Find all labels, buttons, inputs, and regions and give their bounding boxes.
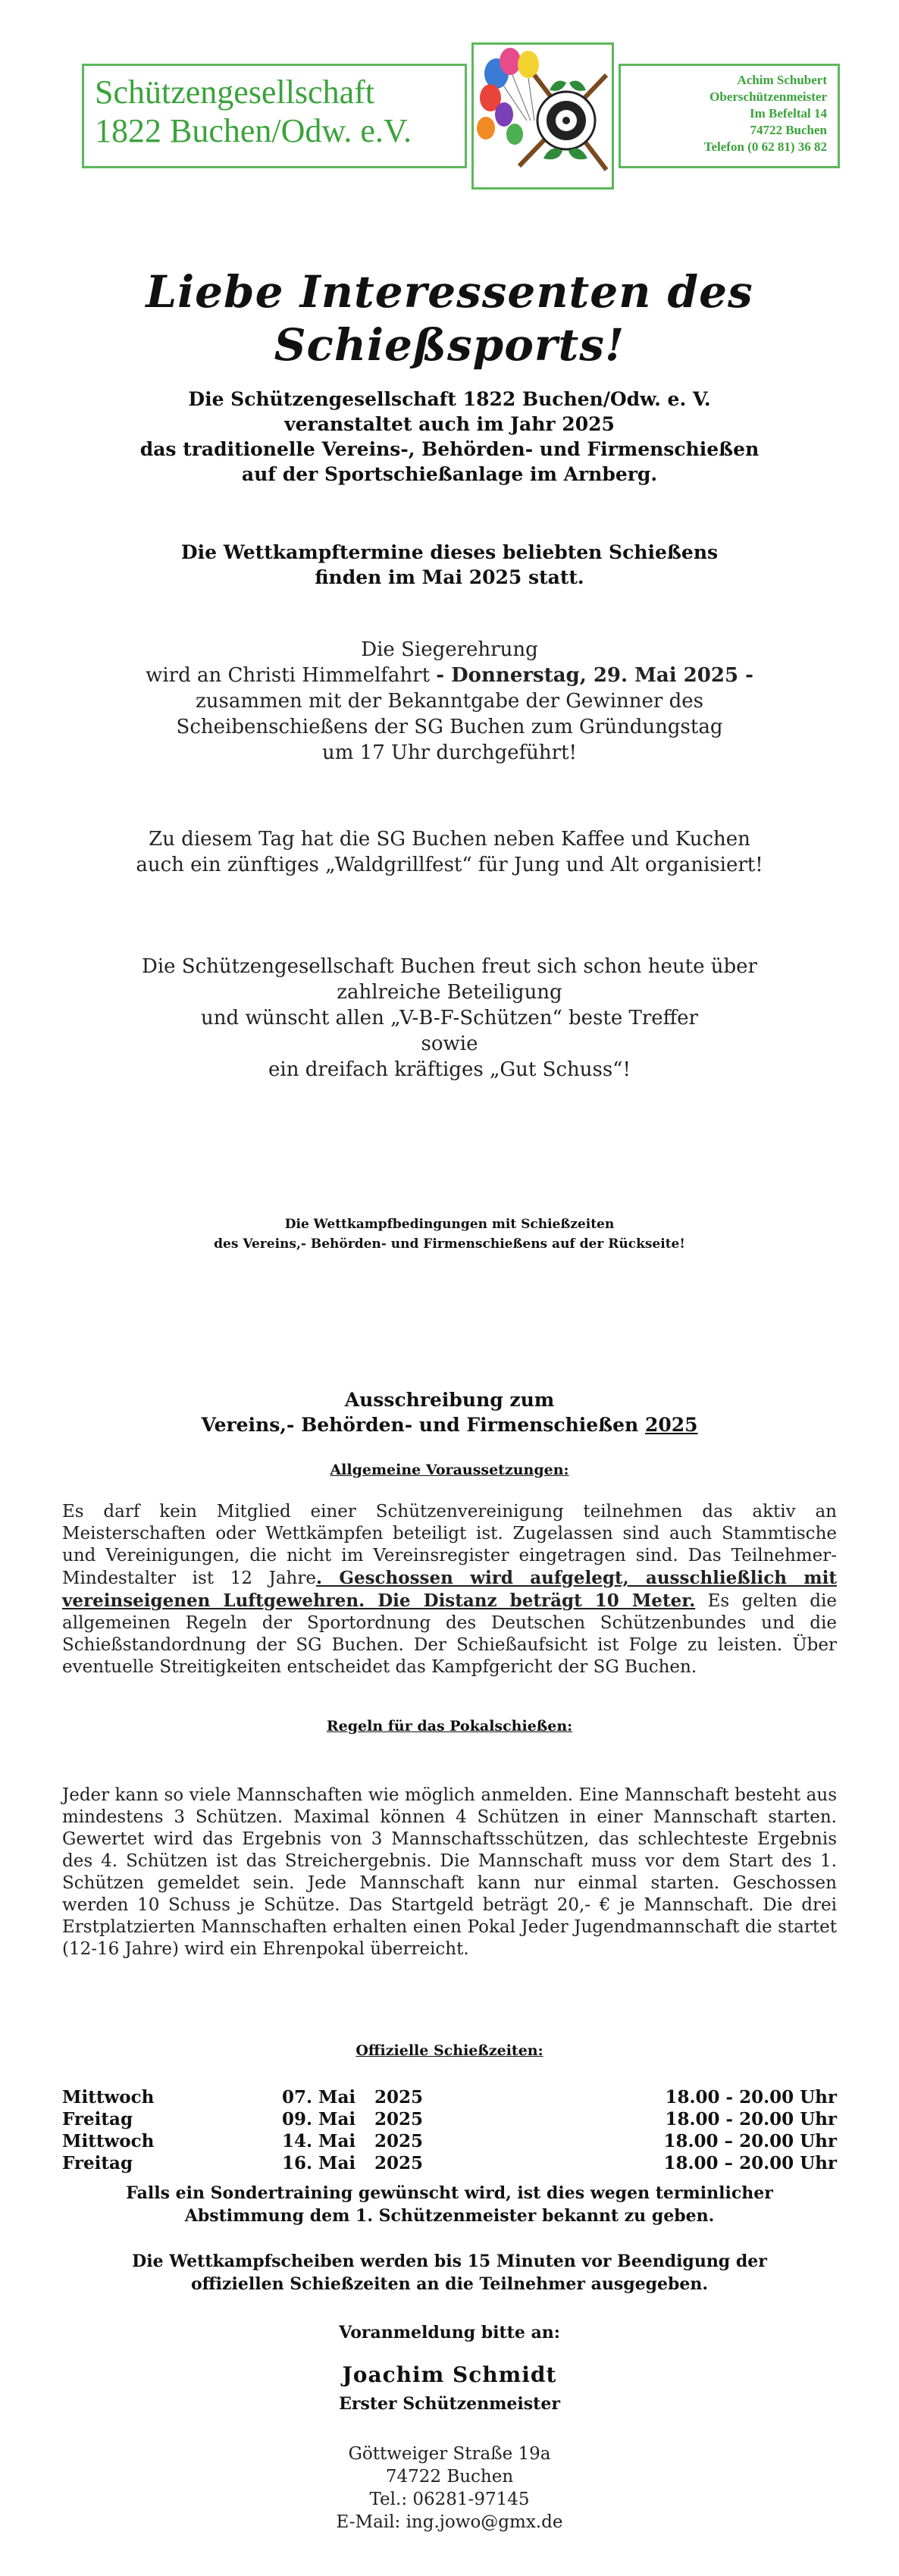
general-text-a: Es darf kein Mitglied einer Schützenvereinigung teilnehmen das aktiv an Meisterschaften oder Wettkämpfen beteiligt ist. Zugelassen sind auch Stammtische und Vereinigungen, die nicht im Vereinsregister eingetragen sind. Das Teilnehmer-Mindestalter ist 12 Jahre [62, 1502, 837, 1588]
ceremony-line: zusammen mit der Bekanntgabe der Gewinner des [196, 690, 703, 713]
registration-city: 74722 Buchen [385, 2467, 514, 2487]
schedule-row [62, 2130, 837, 2152]
schedule-heading: Offizielle Schießzeiten: [356, 2042, 543, 2059]
dates-note [45, 540, 854, 590]
announcement-line2 [45, 1412, 854, 1437]
festival-line: Zu diesem Tag hat die SG Buchen neben Kaffee und Kuchen [149, 828, 750, 851]
contact-box [619, 64, 840, 168]
ceremony-text: wird an Christi Himmelfahrt [146, 664, 437, 687]
rules-text: Jeder kann so viele Mannschaften wie möglich anmelden. Eine Mannschaft besteht aus mindestens 3 Schützen. Maximal können 4 Schützen in einer Mannschaft starten. Gewertet wird das Ergebnis von 3 Mannschaftsschützen, das schlechteste Ergebnis des 4. Schützen ist das Streichergebnis. Die Mannschaft muss vor dem Start des 1. Schützen gemeldet sein. Jede Mannschaft kann nur einmal starten. Geschossen werden 10 Schuss je Schütze. Das Startgeld beträgt 20,- € je Mannschaft. Die drei Erstplatzierten Mannschaften erhalten einen Pokal Jeder Jugendmannschaft die startet (12-16 Jahre) wird ein Ehrenpokal überreicht. [62, 1785, 837, 1959]
schedule-year: 2025 [374, 2131, 424, 2151]
announcement-year: 2025 [644, 1414, 698, 1436]
schedule-year: 2025 [374, 2153, 424, 2173]
ceremony-date: - Donnerstag, 29. Mai 2025 - [436, 664, 753, 687]
training-note [45, 2182, 854, 2227]
dates-note-line: Die Wettkampftermine dieses beliebten Schießens [180, 541, 719, 563]
targets-line: Die Wettkampfscheiben werden bis 15 Minuten vor Beendigung der [132, 2252, 767, 2271]
contact-city: 74722 Buchen [750, 123, 827, 137]
announcement-event: Vereins,- Behörden- und Firmenschießen [201, 1414, 645, 1436]
schedule-row [62, 2086, 837, 2108]
headline: Liebe Interessenten des Schießsports! [146, 266, 753, 371]
schedule-time: 18.00 - 20.00 Uhr [665, 2087, 837, 2107]
registration-label: Voranmeldung bitte an: [339, 2323, 560, 2343]
registration-email: E-Mail: ing.jowo@gmx.de [336, 2512, 563, 2532]
contact-name: Achim Schubert [737, 73, 827, 87]
announcement-line1: Ausschreibung zum [344, 1389, 555, 1411]
schedule-date: 07. Mai [282, 2087, 356, 2107]
intro-block [45, 387, 854, 487]
general-heading: Allgemeine Voraussetzungen: [330, 1462, 569, 1478]
festival-line: auch ein zünftiges „Waldgrillfest“ für Jung und Alt organisiert! [136, 854, 763, 876]
training-line: Abstimmung dem 1. Schützenmeister bekannt zu geben. [184, 2206, 715, 2226]
contact-role: Oberschützenmeister [709, 89, 827, 104]
backside-line: Die Wettkampfbedingungen mit Schießzeiten [284, 1217, 615, 1232]
schedule-date: 16. Mai [282, 2153, 356, 2173]
announcement-title [45, 1387, 854, 1437]
rules-heading: Regeln für das Pokalschießen: [326, 1718, 573, 1735]
targets-line: offiziellen Schießzeiten an die Teilnehmer ausgegeben. [190, 2274, 709, 2294]
general-text-bold: . Geschossen wird aufgelegt, ausschließlich mit vereinseigenen Luftgewehren. Die Distanz beträgt 10 Meter. [62, 1568, 837, 1611]
greeting-line: Die Schützengesellschaft Buchen freut sich schon heute über [141, 955, 757, 978]
greeting-line: sowie [421, 1033, 478, 1055]
contact-street: Im Befeltal 14 [750, 106, 827, 121]
ceremony-line: um 17 Uhr durchgeführt! [322, 741, 577, 764]
training-line: Falls ein Sondertraining gewünscht wird, ist dies wegen terminlicher [126, 2183, 773, 2203]
schedule-row [62, 2152, 837, 2174]
schedule-day: Freitag [62, 2153, 133, 2173]
schedule-year: 2025 [374, 2109, 424, 2129]
schedule-date: 14. Mai [282, 2131, 356, 2151]
backside-line: des Vereins,- Behörden- und Firmenschießens auf der Rückseite! [214, 1236, 685, 1252]
intro-line: veranstaltet auch im Jahr 2025 [284, 413, 615, 435]
registration-street: Göttweiger Straße 19a [348, 2444, 551, 2464]
dates-note-line: finden im Mai 2025 statt. [315, 566, 584, 588]
registration-name: Joachim Schmidt [342, 2362, 557, 2387]
club-logo [471, 42, 614, 190]
schedule-day: Mittwoch [62, 2087, 155, 2107]
schedule-day: Mittwoch [62, 2131, 155, 2151]
schedule-heading-wrap [45, 2042, 854, 2059]
schedule-day: Freitag [62, 2109, 133, 2129]
targets-note [45, 2250, 854, 2296]
intro-line: auf der Sportschießanlage im Arnberg. [241, 463, 658, 485]
schedule-time: 18.00 - 20.00 Uhr [665, 2109, 837, 2129]
registration-address [45, 2443, 854, 2534]
registration-phone: Tel.: 06281-97145 [369, 2490, 530, 2509]
club-name-line1: Schützengesellschaft [95, 74, 374, 111]
general-text [62, 1501, 837, 1678]
greeting-line: zahlreiche Beteiligung [337, 981, 562, 1004]
club-name-line2: 1822 Buchen/Odw. e.V. [95, 112, 412, 149]
greeting-line: ein dreifach kräftiges „Gut Schuss“! [268, 1058, 631, 1081]
general-text-b: Es gelten die allgemeinen Regeln der Sportordnung des Deutschen Schützenbundes und die Schießstandordnung der SG Buchen. Der Schießaufsicht ist Folge zu leisten. Über eventuelle Streitigkeiten entscheidet das Kampfgericht der SG Buchen. [62, 1591, 837, 1677]
intro-line: das traditionelle Vereins-, Behörden- und Firmenschießen [139, 438, 760, 460]
ceremony-block [45, 637, 854, 766]
schedule-table [62, 2086, 837, 2174]
ceremony-line: Die Siegerehrung [361, 638, 538, 661]
intro-line: Die Schützengesellschaft 1822 Buchen/Odw. e. V. [188, 388, 711, 410]
general-heading-wrap [45, 1462, 854, 1478]
greeting-block [45, 954, 854, 1083]
schedule-row [62, 2108, 837, 2130]
backside-note [45, 1214, 854, 1254]
contact-phone: Telefon (0 62 81) 36 82 [703, 139, 827, 154]
club-emblem-icon [474, 45, 612, 187]
festival-note [45, 826, 854, 878]
schedule-date: 09. Mai [282, 2109, 356, 2129]
rules-heading-wrap [45, 1718, 854, 1735]
registration-role: Erster Schützenmeister [339, 2394, 560, 2414]
schedule-time: 18.00 – 20.00 Uhr [663, 2153, 837, 2173]
ceremony-line: Scheibenschießens der SG Buchen zum Gründungstag [176, 716, 723, 738]
ceremony-line [45, 663, 854, 688]
schedule-year: 2025 [374, 2087, 424, 2107]
schedule-time: 18.00 – 20.00 Uhr [663, 2131, 837, 2151]
greeting-line: und wünscht allen „V-B-F-Schützen“ beste Treffer [201, 1007, 698, 1029]
club-name-box [82, 64, 467, 168]
